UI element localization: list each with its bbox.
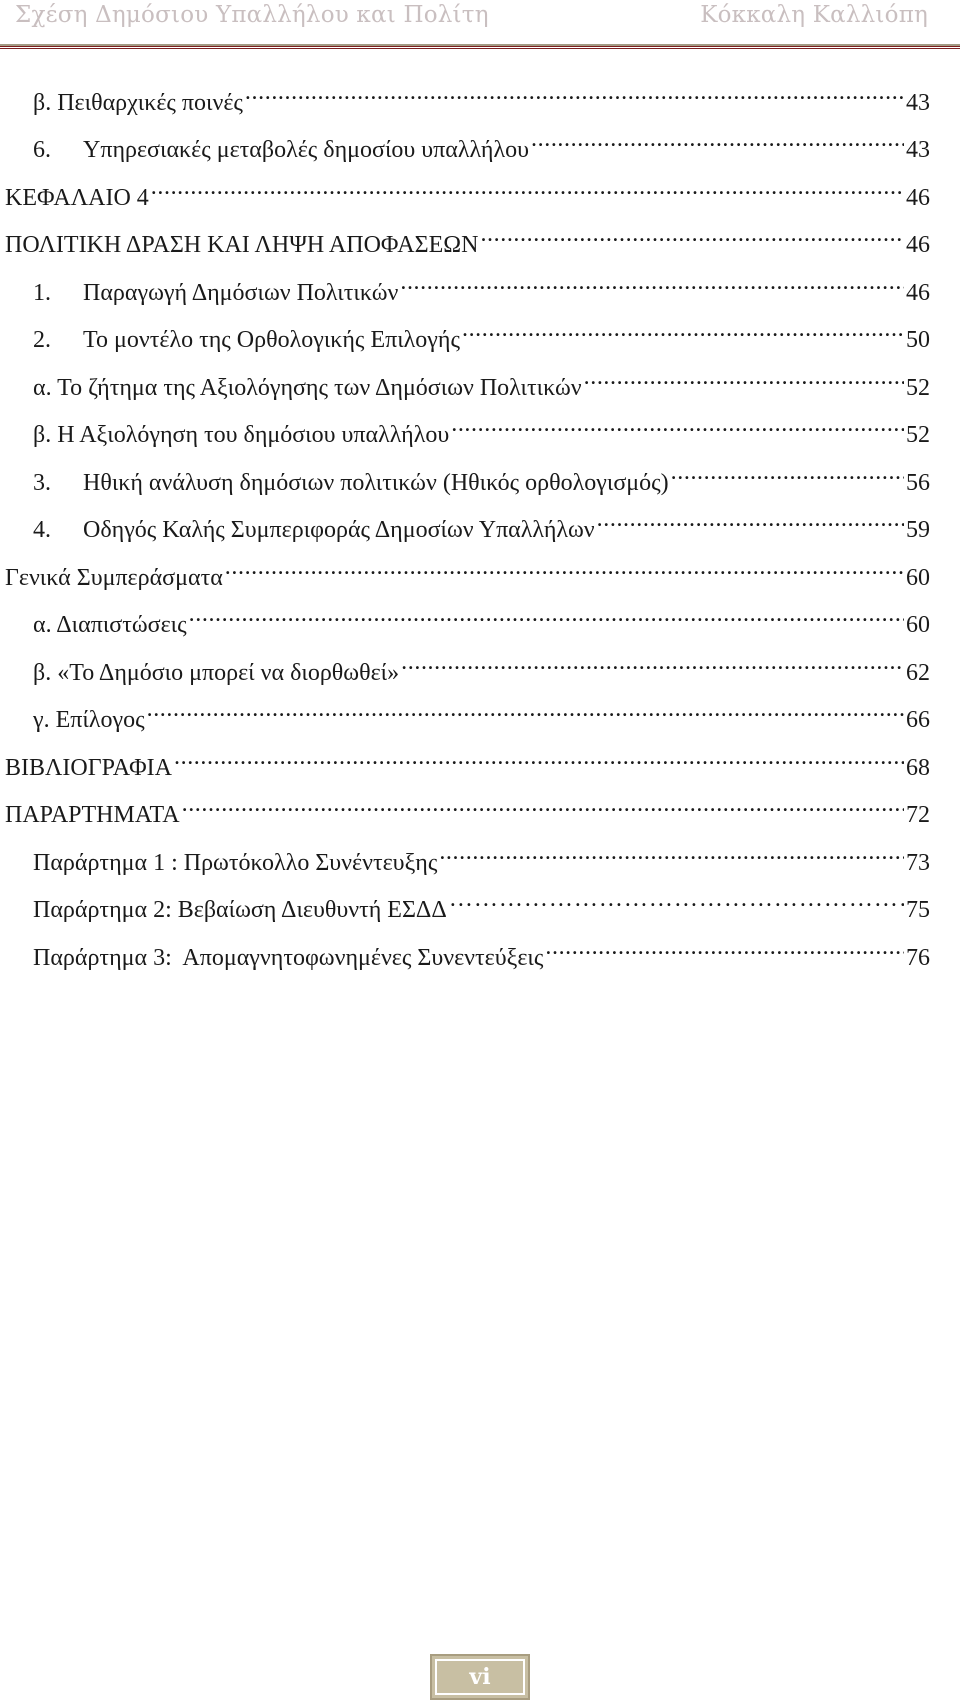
toc-entry-title: Οδηγός Καλής Συμπεριφοράς Δημοσίων Υπαλλήλων (83, 517, 595, 543)
toc-dot-leader (400, 264, 904, 300)
toc-entry[interactable] (5, 739, 930, 781)
toc-dot-leader (147, 691, 904, 727)
toc-entry-page: 66 (906, 707, 930, 733)
toc-entry[interactable] (33, 501, 930, 543)
toc-entry[interactable] (5, 216, 930, 258)
toc-entry-title: ΠΟΛΙΤΙΚΗ ΔΡΑΣΗ ΚΑΙ ΛΗΨΗ ΑΠΟΦΑΣΕΩΝ (5, 232, 479, 258)
toc-entry-page: 46 (906, 232, 930, 258)
toc-entry-title: Το μοντέλο της Ορθολογικής Επιλογής (83, 327, 460, 353)
toc-entry-title: ΚΕΦΑΛΑΙΟ 4 (5, 185, 149, 211)
toc-entry-title: Ηθική ανάλυση δημόσιων πολιτικών (Ηθικός ορθολογισμός) (83, 470, 669, 496)
page-number-frame (435, 1659, 525, 1695)
toc-entry[interactable] (33, 881, 930, 923)
toc-entry-number: 4. (33, 517, 51, 543)
toc-dot-leader (531, 121, 904, 157)
toc-dot-leader (225, 549, 904, 585)
toc-entry-title: β. «Το Δημόσιο μπορεί να διορθωθεί» (33, 660, 400, 686)
toc-entry-title: Γενικά Συμπεράσματα (5, 565, 223, 591)
toc-dot-leader (449, 881, 904, 917)
toc-dot-leader (597, 501, 904, 537)
toc-dot-leader (545, 929, 904, 965)
toc-entry-page: 43 (906, 137, 930, 163)
toc-entry[interactable] (33, 596, 930, 638)
toc-entry-title: ΒΙΒΛΙΟΓΡΑΦΙΑ (5, 755, 172, 781)
toc-dot-leader (584, 359, 904, 395)
toc-entry-page: 52 (906, 375, 930, 401)
toc-entry[interactable] (5, 549, 930, 591)
toc-entry[interactable] (33, 121, 930, 163)
toc-entry[interactable] (33, 74, 930, 116)
toc-entry-number: 1. (33, 280, 51, 306)
toc-entry-title: Υπηρεσιακές μεταβολές δημοσίου υπαλλήλου (83, 137, 530, 163)
toc-dot-leader (151, 169, 904, 205)
toc-entry-page: 76 (906, 945, 930, 971)
toc-dot-leader (189, 596, 904, 632)
toc-entry-title: ΠΑΡΑΡΤΗΜΑΤΑ (5, 802, 180, 828)
toc-entry-title: Παράρτημα 2: Βεβαίωση Διευθυντή ΕΣΔΔ (33, 897, 447, 923)
toc-entry-page: 56 (906, 470, 930, 496)
toc-entry-title: γ. Επίλογος (33, 707, 145, 733)
toc-entry-page: 68 (906, 755, 930, 781)
toc-entry-page: 59 (906, 517, 930, 543)
toc-dot-leader (480, 216, 904, 252)
toc-entry-number: 3. (33, 470, 51, 496)
toc-entry-number: 2. (33, 327, 51, 353)
toc-dot-leader (401, 644, 904, 680)
header-divider (0, 44, 960, 49)
toc-entry-number: 6. (33, 137, 51, 163)
toc-entry[interactable] (33, 406, 930, 448)
toc-entry-title: Παραγωγή Δημόσιων Πολιτικών (83, 280, 399, 306)
toc-entry-page: 50 (906, 327, 930, 353)
toc-entry[interactable] (5, 786, 930, 828)
toc-entry[interactable] (33, 644, 930, 686)
toc-entry-title: β. Πειθαρχικές ποινές (33, 90, 243, 116)
toc-entry-page: 75 (906, 897, 930, 923)
running-header (0, 0, 960, 50)
toc-entry-page: 60 (906, 565, 930, 591)
toc-dot-leader (451, 406, 904, 442)
toc-dot-leader (182, 786, 904, 822)
toc-entry-page: 72 (906, 802, 930, 828)
toc-dot-leader (671, 454, 904, 490)
toc-entry-page: 46 (906, 280, 930, 306)
toc-entry-title: Παράρτημα 3: Απομαγνητοφωνημένες Συνεντεύξεις (33, 945, 544, 971)
toc-entry-page: 73 (906, 850, 930, 876)
header-document-title: Σχέση Δημόσιου Υπαλλήλου και Πολίτη (15, 2, 489, 28)
page-number: vi (469, 1664, 491, 1690)
header-author-name: Κόκκαλη Καλλιόπη (700, 2, 928, 28)
toc-entry-title: β. Η Αξιολόγηση του δημόσιου υπαλλήλου (33, 422, 450, 448)
toc-entry[interactable] (33, 359, 930, 401)
toc-entry[interactable] (33, 311, 930, 353)
toc-entry[interactable] (33, 691, 930, 733)
toc-dot-leader (245, 74, 904, 110)
toc-entry-page: 52 (906, 422, 930, 448)
toc-dot-leader (439, 834, 904, 870)
toc-entry[interactable] (5, 169, 930, 211)
toc-entry-title: α. Διαπιστώσεις (33, 612, 187, 638)
toc-entry-page: 60 (906, 612, 930, 638)
toc-entry-title: Παράρτημα 1 : Πρωτόκολλο Συνέντευξης (33, 850, 438, 876)
toc-entry[interactable] (33, 264, 930, 306)
toc-entry[interactable] (33, 454, 930, 496)
page-number-box (430, 1654, 530, 1700)
toc-entry-title: α. Το ζήτημα της Αξιολόγησης των Δημόσιων Πολιτικών (33, 375, 582, 401)
toc-entry-page: 62 (906, 660, 930, 686)
toc-entry[interactable] (33, 929, 930, 971)
toc-dot-leader (462, 311, 904, 347)
toc-entry-page: 46 (906, 185, 930, 211)
toc-entry-page: 43 (906, 90, 930, 116)
toc-entry[interactable] (33, 834, 930, 876)
toc-dot-leader (174, 739, 904, 775)
